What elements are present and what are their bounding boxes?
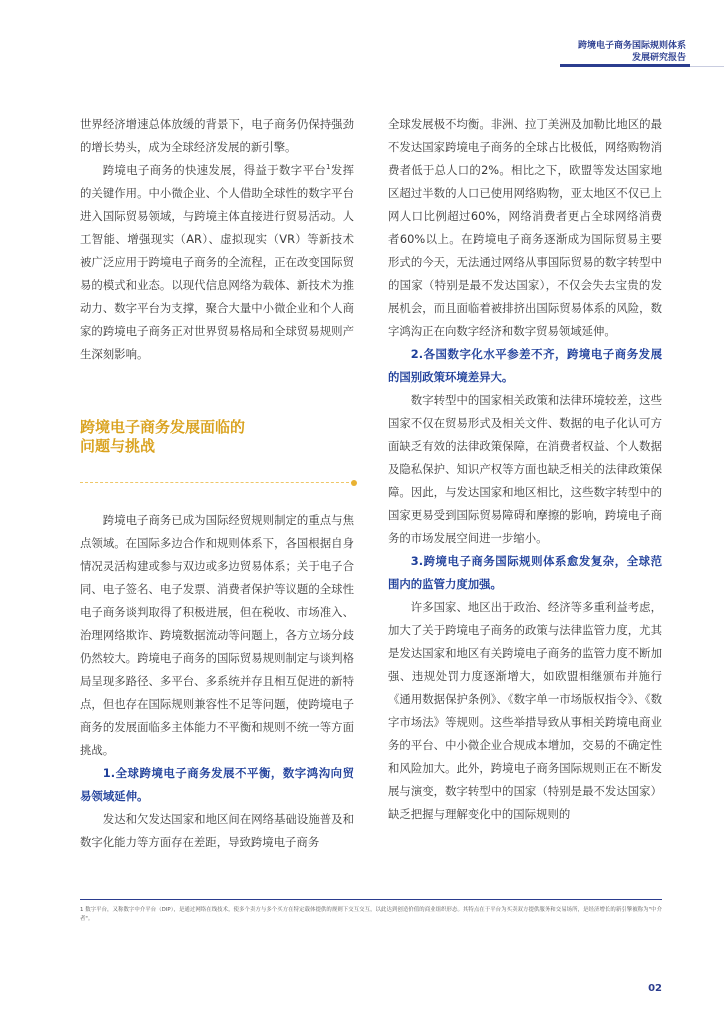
right-column: [388, 113, 662, 826]
running-header: [578, 40, 686, 64]
paragraph: 世界经济增速总体放缓的背景下，电子商务仍保持强劲的增长势头，成为全球经济发展的新引擎。: [80, 117, 354, 154]
paragraph-text: 发挥的关键作用。中小微企业、个人借助全球性的数字平台进入国际贸易领域，与跨境主体直接进行贸易活动。人工智能、增强现实（AR）、虚拟现实（VR）等新技术被广泛应用于跨境电子商务的全流程，正在改变国际贸易的模式和业态。以现代信息网络为载体、新技术为推动力、数字平台为支撑，聚合大量中小微企业和个人商家的跨境电子商务正对世界贸易格局和全球贸易规则产生深刻影响。: [80, 163, 354, 361]
subheading: 1.全球跨境电子商务发展不平衡，数字鸿沟向贸易领域延伸。: [80, 766, 354, 803]
section-divider: [80, 482, 354, 483]
section-title: [80, 418, 354, 456]
footnote-ref: 1: [326, 163, 331, 172]
header-line-2: 发展研究报告: [631, 53, 686, 63]
footnote: 1 数字平台，又称数字中介平台（DIP），是通过网络在线技术，使多个卖方与多个买方在特定载体提供的规则下交互交互，以此达到创造价值的商业组织形态。其特点在于平台为买卖双方提供服务和交易场所，是经济增长的新引擎被称为"中介者"。: [80, 907, 662, 922]
header-line-1: 跨境电子商务国际规则体系: [577, 41, 686, 51]
section-title-line-1: 跨境电子商务发展面临的: [80, 418, 246, 436]
footnote-divider: [80, 899, 662, 900]
paragraph-text: 跨境电子商务的快速发展，得益于数字平台: [102, 163, 327, 177]
divider-dot-icon: [351, 480, 357, 486]
paragraph: 全球发展极不均衡。非洲、拉丁美洲及加勒比地区的最不发达国家跨境电子商务的全球占比极低，网络购物消费者低于总人口的2%。相比之下，欧盟等发达国家地区超过半数的人口已使用网络购物，亚太地区不仅已上网人口比例超过60%，网络消费者更占全球网络消费者60%以上。在跨境电子商务逐渐成为国际贸易主要形式的今天，无法通过网络从事国际贸易的数字转型中的国家（特别是最不发达国家），不仅会失去宝贵的发展机会，而且面临着被排挤出国际贸易体系的风险，数字鸿沟正在向数字经济和数字贸易领域延伸。: [388, 117, 662, 338]
paragraph: [80, 159, 354, 366]
subheading: 2.各国数字化水平参差不齐，跨境电子商务发展的国别政策环境差异大。: [388, 347, 662, 384]
paragraph: 发达和欠发达国家和地区间在网络基础设施普及和数字化能力等方面存在差距，导致跨境电子商务: [80, 812, 354, 849]
subheading: 3.跨境电子商务国际规则体系愈发复杂，全球范围内的监管力度加强。: [388, 554, 662, 591]
header-accent-bar: [560, 64, 690, 67]
left-column: [80, 113, 354, 854]
paragraph: 数字转型中的国家相关政策和法律环境较差，这些国家不仅在贸易形式及相关文件、数据的电子化认可方面缺乏有效的法律政策保障，在消费者权益、个人数据及隐私保护、知识产权等方面也缺乏相关的法律政策保障。因此，与发达国家和地区相比，这些数字转型中的国家更易受到国际贸易障碍和摩擦的影响，跨境电子商务的市场发展空间进一步缩小。: [388, 393, 662, 545]
page-number: 02: [648, 983, 662, 994]
paragraph: 跨境电子商务已成为国际经贸规则制定的重点与焦点领域。在国际多边合作和规则体系下，各国根据自身情况灵活构建或参与双边或多边贸易体系；关于电子合同、电子签名、电子发票、消费者保护等议题的全球性电子商务谈判取得了积极进展，但在税收、市场准入、治理网络欺诈、跨境数据流动等问题上，各方立场分歧仍然较大。跨境电子商务的国际贸易规则制定与谈判格局呈现多路径、多平台、多系统并存且相互促进的新特点，但也存在国际规则兼容性不足等问题，使跨境电子商务的发展面临多主体能力不平衡和规则不统一等方面挑战。: [80, 513, 354, 757]
paragraph: 许多国家、地区出于政治、经济等多重利益考虑，加大了关于跨境电子商务的政策与法律监管力度，尤其是发达国家和地区有关跨境电子商务的监管力度不断加强、违规处罚力度逐渐增大，如欧盟相继颁布并施行《通用数据保护条例》、《数字单一市场版权指令》、《数字市场法》等规则。这些举措导致从事相关跨境电商业务的平台、中小微企业合规成本增加，交易的不确定性和风险加大。此外，跨境电子商务国际规则正在不断发展与演变，数字转型中的国家（特别是最不发达国家）缺乏把握与理解变化中的国际规则的: [388, 600, 662, 821]
section-title-line-2: 问题与挑战: [80, 437, 156, 455]
